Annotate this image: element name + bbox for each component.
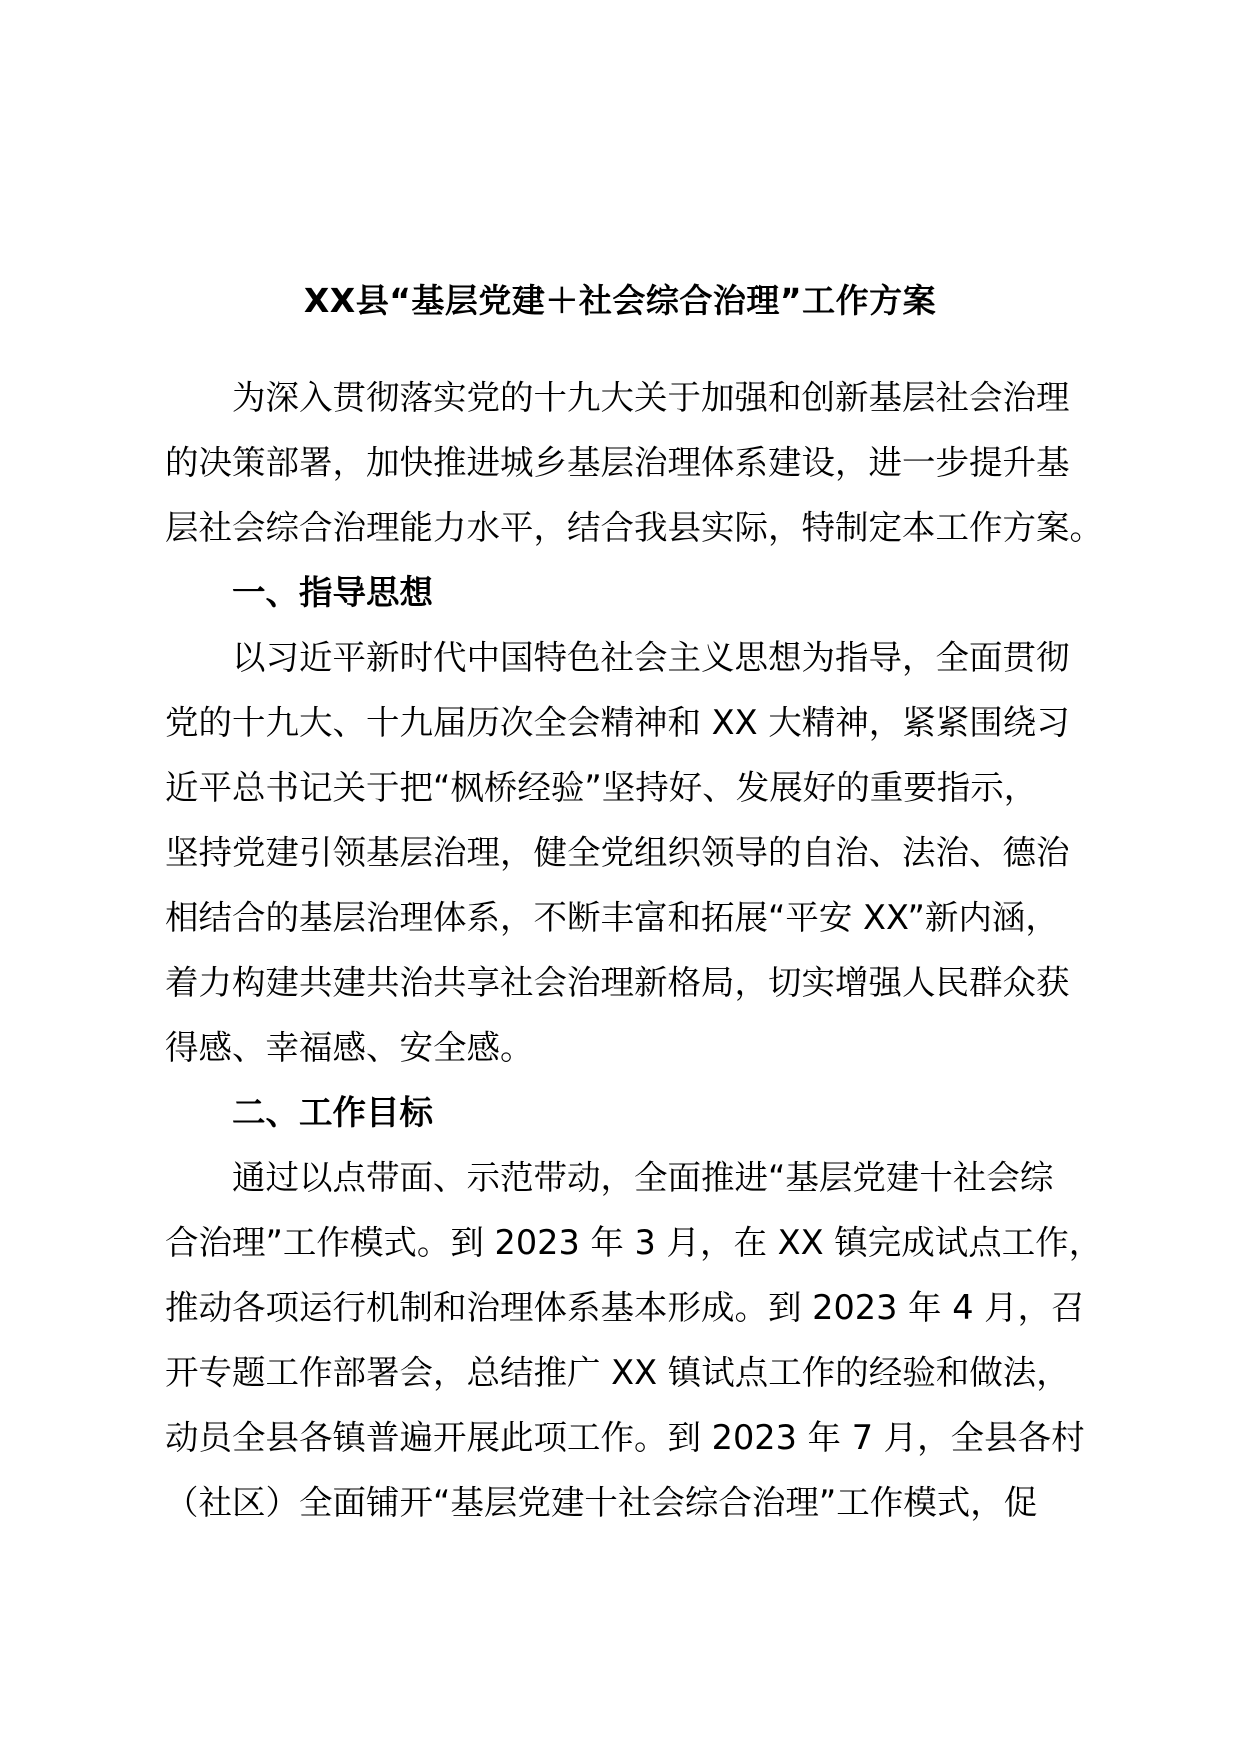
- paragraph-line: 开专题工作部署会，总结推广 XX 镇试点工作的经验和做法，: [165, 1353, 1070, 1392]
- paragraph-line: 合治理”工作模式。到 2023 年 3 月，在 XX 镇完成试点工作，: [165, 1223, 1103, 1262]
- section-heading: 二、工作目标: [232, 1093, 433, 1132]
- paragraph-line: 相结合的基层治理体系，不断丰富和拓展“平安 XX”新内涵，: [165, 898, 1059, 937]
- paragraph-line: 党的十九大、十九届历次全会精神和 XX 大精神，紧紧围绕习: [165, 703, 1070, 742]
- paragraph-line: （社区）全面铺开“基层党建十社会综合治理”工作模式，促: [165, 1483, 1038, 1522]
- paragraph-line: 坚持党建引领基层治理，健全党组织领导的自治、法治、德治: [165, 833, 1070, 872]
- paragraph-line: 的决策部署，加快推进城乡基层治理体系建设，进一步提升基: [165, 443, 1070, 482]
- document-title: XX县“基层党建＋社会综合治理”工作方案: [303, 281, 937, 320]
- paragraph-line: 层社会综合治理能力水平，结合我县实际，特制定本工作方案。: [165, 508, 1103, 547]
- document-body: [165, 365, 1125, 1535]
- paragraph-line: 推动各项运行机制和治理体系基本形成。到 2023 年 4 月，召: [165, 1288, 1085, 1327]
- paragraph-line: 为深入贯彻落实党的十九大关于加强和创新基层社会治理: [232, 378, 1070, 417]
- paragraph-line: 着力构建共建共治共享社会治理新格局，切实增强人民群众获: [165, 963, 1070, 1002]
- paragraph-line: 以习近平新时代中国特色社会主义思想为指导，全面贯彻: [232, 638, 1070, 677]
- paragraph-line: 动员全县各镇普遍开展此项工作。到 2023 年 7 月，全县各村: [165, 1418, 1085, 1457]
- paragraph-line: 通过以点带面、示范带动，全面推进“基层党建十社会综: [232, 1158, 1054, 1197]
- paragraph-line: 得感、幸福感、安全感。: [165, 1028, 534, 1067]
- section-heading: 一、指导思想: [232, 573, 433, 612]
- paragraph-line: 近平总书记关于把“枫桥经验”坚持好、发展好的重要指示，: [165, 768, 1038, 807]
